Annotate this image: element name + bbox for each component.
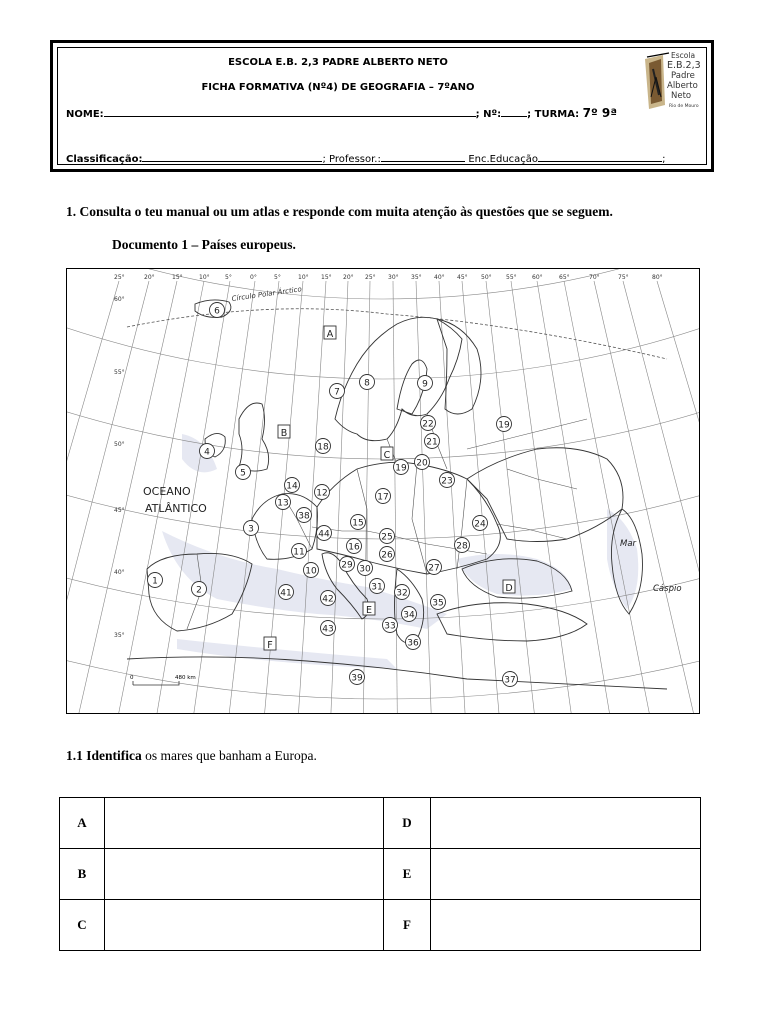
longitude-label: 0° (250, 274, 257, 281)
country-marker-20 (415, 455, 430, 470)
country-marker-28 (455, 538, 470, 553)
sea-letter-a (324, 326, 336, 340)
class-value: 7º 9ª (582, 106, 618, 120)
svg-text:F: F (267, 640, 273, 651)
guardian-label: Enc.Educação (468, 154, 539, 165)
svg-text:25: 25 (381, 532, 393, 543)
sheet-title: FICHA FORMATIVA (Nº4) DE GEOGRAFIA – 7ºANO (201, 82, 475, 93)
teacher-label: ; Professor.: (322, 154, 381, 165)
country-marker-42 (321, 591, 336, 606)
svg-text:35: 35 (432, 598, 444, 609)
svg-text:14: 14 (286, 481, 298, 492)
svg-text:38: 38 (298, 511, 310, 522)
country-marker-23 (440, 473, 455, 488)
sea-letter-c (381, 447, 393, 461)
ocean-label-line1: OCEANO (143, 485, 191, 498)
country-marker-14 (285, 478, 300, 493)
country-marker-7 (330, 384, 345, 399)
svg-text:43: 43 (322, 624, 334, 635)
country-marker-2 (192, 582, 207, 597)
country-marker-41 (279, 585, 294, 600)
svg-text:23: 23 (441, 476, 453, 487)
answer-cell-d[interactable] (431, 798, 701, 849)
svg-text:30: 30 (359, 564, 371, 575)
longitude-label: 20° (144, 274, 155, 281)
answer-cell-b[interactable] (105, 849, 384, 900)
answer-table (59, 797, 701, 951)
latitude-label: 35° (114, 632, 125, 639)
country-marker-31 (370, 579, 385, 594)
country-marker-25 (380, 529, 395, 544)
svg-text:12: 12 (316, 488, 328, 499)
svg-text:24: 24 (474, 519, 486, 530)
document-1-title: Documento 1 – Países europeus. (112, 237, 296, 252)
row-key-left: A (60, 798, 105, 849)
sea-letter-e (363, 602, 375, 616)
grade-label: Classificação: (66, 154, 143, 165)
question-1-1-rest: os mares que banham a Europa. (141, 748, 317, 763)
country-marker-35 (431, 595, 446, 610)
svg-text:19: 19 (498, 420, 510, 431)
country-marker-15 (351, 515, 366, 530)
row-key-right: D (384, 798, 431, 849)
latitude-label: 50° (114, 441, 125, 448)
longitude-label: 60° (532, 274, 543, 281)
longitude-label: 15° (321, 274, 332, 281)
country-marker-21 (425, 434, 440, 449)
country-marker-5 (236, 465, 251, 480)
logo-line-6: Rio de Mouro (669, 104, 699, 109)
row-key-left: C (60, 900, 105, 951)
school-name: ESCOLA E.B. 2,3 PADRE ALBERTO NETO (228, 57, 448, 68)
question-1-1-bold: 1.1 Identifica (66, 748, 142, 763)
row-key-right: E (384, 849, 431, 900)
country-marker-19 (497, 417, 512, 432)
latitude-label: 45° (114, 507, 125, 514)
longitude-label: 45° (457, 274, 468, 281)
svg-text:15: 15 (352, 518, 364, 529)
svg-text:E: E (365, 605, 373, 616)
logo-line-2: E.B.2,3 (667, 60, 701, 71)
svg-text:20: 20 (416, 458, 428, 469)
longitude-label: 75° (618, 274, 629, 281)
country-marker-18 (316, 439, 331, 454)
header-box (50, 40, 714, 172)
class-label: ; TURMA: (527, 109, 580, 120)
name-label: NOME: (66, 109, 104, 120)
question-1: 1. Consulta o teu manual ou um atlas e responde com muita atenção às questões que se seguem. (66, 204, 613, 219)
country-marker-19 (394, 460, 409, 475)
latitude-label: 60° (114, 296, 125, 303)
longitude-label: 5° (225, 274, 232, 281)
longitude-label: 20° (343, 274, 354, 281)
row-key-right: F (384, 900, 431, 951)
svg-text:27: 27 (428, 563, 440, 574)
country-marker-12 (315, 485, 330, 500)
question-1-1 (66, 748, 317, 764)
europe-map (66, 268, 700, 714)
logo-line-5: Neto (671, 91, 692, 101)
svg-text:9: 9 (422, 379, 428, 390)
svg-text:42: 42 (322, 594, 334, 605)
svg-text:44: 44 (318, 529, 330, 540)
longitude-label: 15° (172, 274, 183, 281)
row-key-left: B (60, 849, 105, 900)
grade-row (66, 151, 665, 165)
svg-text:6: 6 (214, 306, 220, 317)
country-marker-43 (321, 621, 336, 636)
school-logo-icon (639, 49, 705, 115)
longitude-label: 35° (411, 274, 422, 281)
answer-cell-e[interactable] (431, 849, 701, 900)
table-row (60, 900, 701, 951)
country-marker-33 (383, 618, 398, 633)
sea-letter-f (264, 637, 276, 651)
svg-text:17: 17 (377, 492, 389, 503)
end-mark: ; (662, 154, 666, 165)
logo-line-3: Padre (671, 71, 695, 81)
table-row (60, 798, 701, 849)
country-marker-4 (200, 444, 215, 459)
svg-text:31: 31 (371, 582, 383, 593)
longitude-label: 50° (481, 274, 492, 281)
country-marker-10 (304, 563, 319, 578)
svg-text:18: 18 (317, 442, 329, 453)
longitude-label: 65° (559, 274, 570, 281)
svg-text:D: D (505, 583, 513, 594)
answer-cell-c[interactable] (105, 900, 384, 951)
country-number-markers (148, 303, 518, 687)
svg-text:28: 28 (456, 541, 468, 552)
scale-end: 480 km (175, 675, 196, 681)
longitude-label: 25° (114, 274, 125, 281)
sea-letter-b (278, 425, 290, 439)
caspian-label-line2: Cáspio (653, 584, 682, 594)
svg-text:36: 36 (407, 638, 419, 649)
country-marker-27 (427, 560, 442, 575)
number-label: ; Nº: (475, 109, 502, 120)
caspian-label-line1: Mar (620, 539, 637, 549)
svg-text:5: 5 (240, 468, 246, 479)
teacher-field[interactable] (381, 151, 465, 162)
country-marker-38 (297, 508, 312, 523)
svg-text:41: 41 (280, 588, 292, 599)
guardian-field[interactable] (538, 151, 662, 162)
country-marker-3 (244, 521, 259, 536)
scale-start: 0 (130, 675, 134, 681)
svg-text:11: 11 (293, 547, 305, 558)
country-marker-34 (402, 607, 417, 622)
name-row (66, 106, 617, 120)
svg-text:29: 29 (341, 560, 353, 571)
country-marker-9 (418, 376, 433, 391)
svg-text:2: 2 (196, 585, 202, 596)
svg-text:33: 33 (384, 621, 396, 632)
longitude-label: 10° (298, 274, 309, 281)
grade-field[interactable] (142, 151, 322, 162)
svg-text:4: 4 (204, 447, 210, 458)
country-marker-36 (406, 635, 421, 650)
name-field[interactable] (104, 106, 476, 117)
svg-text:8: 8 (364, 378, 370, 389)
svg-text:1: 1 (152, 576, 158, 587)
svg-text:21: 21 (426, 437, 438, 448)
country-marker-13 (276, 495, 291, 510)
svg-text:16: 16 (348, 542, 360, 553)
country-marker-11 (292, 544, 307, 559)
longitude-label: 80° (652, 274, 663, 281)
country-marker-17 (376, 489, 391, 504)
country-marker-8 (360, 375, 375, 390)
svg-text:13: 13 (277, 498, 289, 509)
svg-text:34: 34 (403, 610, 415, 621)
country-marker-39 (350, 670, 365, 685)
svg-text:C: C (383, 450, 391, 461)
svg-text:22: 22 (422, 419, 434, 430)
latitude-label: 40° (114, 569, 125, 576)
answer-cell-a[interactable] (105, 798, 384, 849)
latitude-labels (114, 296, 125, 639)
longitude-label: 40° (434, 274, 445, 281)
country-marker-6 (210, 303, 225, 318)
country-marker-30 (358, 561, 373, 576)
logo-line-4: Alberto (667, 81, 698, 91)
svg-text:26: 26 (381, 550, 393, 561)
longitude-label: 10° (199, 274, 210, 281)
country-marker-44 (317, 526, 332, 541)
longitude-label: 70° (589, 274, 600, 281)
longitude-label: 5° (274, 274, 281, 281)
svg-text:37: 37 (504, 675, 516, 686)
svg-text:39: 39 (351, 673, 363, 684)
country-marker-29 (340, 557, 355, 572)
coastlines (127, 300, 667, 689)
svg-text:A: A (326, 329, 334, 340)
country-marker-1 (148, 573, 163, 588)
logo-line-1: Escola (671, 51, 696, 60)
longitude-label: 25° (365, 274, 376, 281)
sea-letter-d (503, 580, 515, 594)
country-marker-22 (421, 416, 436, 431)
country-marker-37 (503, 672, 518, 687)
answer-cell-f[interactable] (431, 900, 701, 951)
country-marker-32 (395, 585, 410, 600)
ocean-label-line2: ATLÂNTICO (145, 502, 207, 515)
country-marker-16 (347, 539, 362, 554)
map-canvas (67, 269, 700, 714)
svg-text:32: 32 (396, 588, 408, 599)
svg-text:10: 10 (305, 566, 317, 577)
polar-circle-label: Círculo Polar Árctico (231, 285, 303, 303)
svg-text:3: 3 (248, 524, 254, 535)
header-inner-frame (57, 47, 707, 165)
number-field[interactable] (501, 106, 527, 117)
country-marker-24 (473, 516, 488, 531)
latitude-label: 55° (114, 369, 125, 376)
svg-text:19: 19 (395, 463, 407, 474)
longitude-label: 55° (506, 274, 517, 281)
svg-text:B: B (280, 428, 288, 439)
svg-text:7: 7 (334, 387, 340, 398)
longitude-label: 30° (388, 274, 399, 281)
country-marker-26 (380, 547, 395, 562)
table-row (60, 849, 701, 900)
